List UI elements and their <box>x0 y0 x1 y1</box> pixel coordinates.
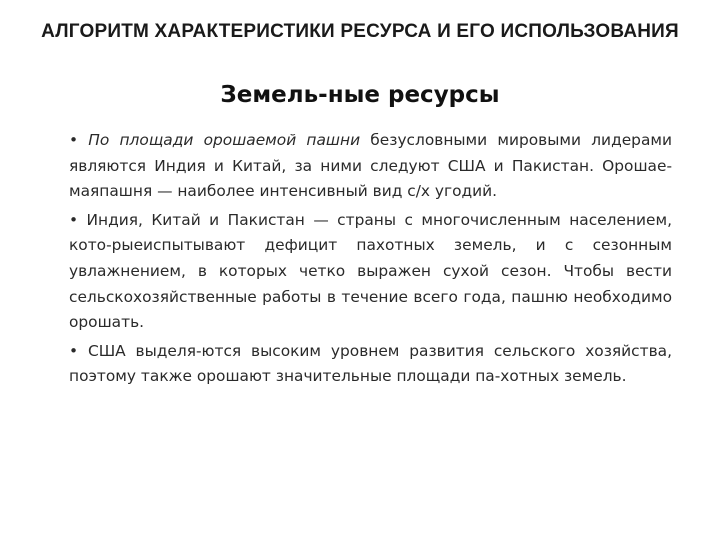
paragraph-text: безусловными мировыми лидерами являются Индия и Китай, за ними следуют США и Пакистан. Орошае-маяпашня — наиболее интенсивный вид с/х угодий. <box>69 131 672 201</box>
slide-body <box>69 128 672 393</box>
paragraph-text: Индия, Китай и Пакистан — страны с многочисленным населением, кото-рыеиспытывают дефицит пахотных земель, и с сезонным увлажнением, в которых четко выражен сухой сезон. Чтобы вести сельскохозяйственные работы в течение всего года, пашню необходимо орошать. <box>69 210 672 332</box>
paragraph-usa <box>69 339 672 390</box>
bullet-icon: • <box>69 341 79 360</box>
paragraph-lead: По площади орошаемой пашни <box>88 131 361 149</box>
paragraph-text: США выделя-ются высоким уровнем развития сельского хозяйства, поэтому также орошают значительные площади па-хотных земель. <box>69 341 672 386</box>
bullet-icon: • <box>69 131 79 149</box>
slide-subtitle: Земель-ные ресурсы <box>220 82 500 108</box>
bullet-icon: • <box>69 210 79 229</box>
slide-title: АЛГОРИТМ ХАРАКТЕРИСТИКИ РЕСУРСА И ЕГО ИСПОЛЬЗОВАНИЯ <box>41 21 679 42</box>
paragraph-irrigated-leaders <box>69 128 672 205</box>
paragraph-asian-countries <box>69 208 672 336</box>
